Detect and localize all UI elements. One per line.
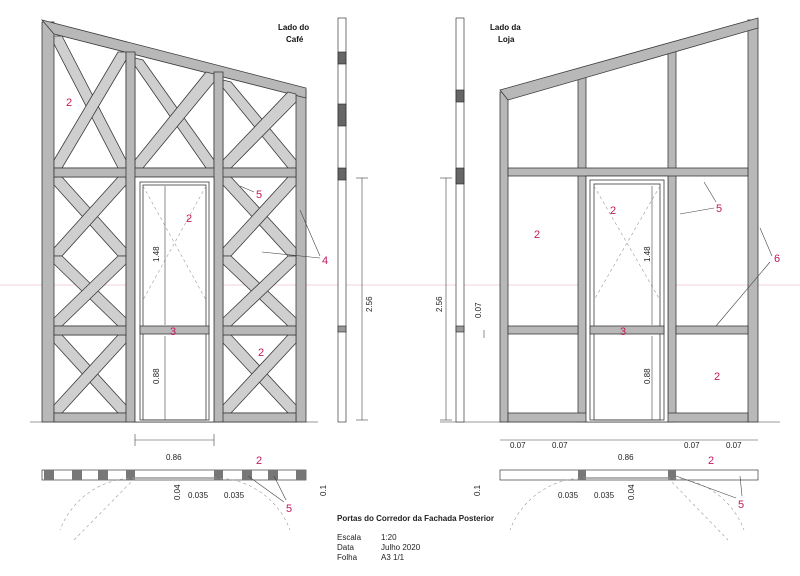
tag-post: 6 <box>774 253 781 265</box>
dim-plan-depth: 0.04 <box>173 484 182 500</box>
side-label-cafe-1: Lado do <box>278 23 310 32</box>
dim-door-lower: 0.88 <box>152 368 161 384</box>
right-post-inner-a <box>578 72 586 422</box>
right-rail-mid-right <box>676 326 748 334</box>
dim-gap-3: 0.07 <box>684 441 700 450</box>
tag-batten: 5 <box>256 189 263 201</box>
left-plan <box>42 455 328 540</box>
tag-batten: 5 <box>286 503 293 515</box>
right-rail-upper <box>508 168 748 176</box>
info-row-scale: Escala 1:20 <box>337 533 397 542</box>
tag-batten: 5 <box>716 203 723 215</box>
dim-mid-rail: 0.07 <box>474 302 483 318</box>
dim-door-upper-right: 1.48 <box>643 246 652 262</box>
tag-rail: 3 <box>620 326 627 338</box>
left-section <box>278 18 374 422</box>
dim-plan-depth-b-right: 0.1 <box>473 484 482 496</box>
dim-total-height: 2.56 <box>365 296 374 312</box>
dim-plan-depth-b: 0.1 <box>319 484 328 496</box>
left-post-outer <box>42 22 54 422</box>
dim-gap-4: 0.07 <box>726 441 742 450</box>
tag-panel: 2 <box>256 455 263 467</box>
sheet-title: Portas do Corredor da Fachada Posterior <box>337 514 494 523</box>
right-post-left <box>500 92 508 422</box>
side-label-loja-2: Loja <box>498 35 515 44</box>
dim-total-height-right: 2.56 <box>435 296 444 312</box>
side-label-cafe-2: Café <box>286 35 304 44</box>
left-door <box>135 177 214 422</box>
info-block <box>337 533 420 563</box>
tag-panel: 2 <box>258 347 265 359</box>
dim-plan-offset-right-2: 0.035 <box>594 491 615 500</box>
right-elevation <box>500 18 780 422</box>
dim-door-upper: 1.48 <box>152 246 161 262</box>
left-elevation <box>42 20 328 422</box>
tag-panel: 2 <box>708 455 715 467</box>
right-plan <box>473 455 758 540</box>
tag-panel: 2 <box>66 97 73 109</box>
tag-batten: 5 <box>738 499 745 511</box>
dim-plan-depth-right: 0.04 <box>627 484 636 500</box>
dim-plan-offset: 0.035 <box>188 491 209 500</box>
tag-panel: 2 <box>610 205 617 217</box>
dim-plan-offset-right: 0.035 <box>558 491 579 500</box>
right-door <box>586 176 668 422</box>
right-rail-mid-left <box>508 326 578 334</box>
right-post-right <box>748 20 758 422</box>
tag-diagonal: 4 <box>322 255 329 267</box>
dim-gap-2: 0.07 <box>552 441 568 450</box>
tag-panel: 2 <box>714 371 721 383</box>
right-top-beam <box>500 18 758 100</box>
dim-door-lower-right: 0.88 <box>643 368 652 384</box>
dim-plan-offset-2: 0.035 <box>224 491 245 500</box>
dim-gap-1: 0.07 <box>510 441 526 450</box>
info-row-date: Data Julho 2020 <box>337 543 421 552</box>
tag-rail: 3 <box>170 326 177 338</box>
bottom-dimensions <box>135 434 758 462</box>
info-row-sheet: Folha A3 1/1 <box>337 553 405 562</box>
side-label-loja-1: Lado da <box>490 23 521 32</box>
tag-panel: 2 <box>186 213 193 225</box>
right-door-mid-rail <box>590 326 664 334</box>
dim-door-width-right: 0.86 <box>618 453 634 462</box>
tag-panel: 2 <box>534 229 541 241</box>
dim-door-width: 0.86 <box>166 453 182 462</box>
right-post-inner-b <box>668 50 676 422</box>
